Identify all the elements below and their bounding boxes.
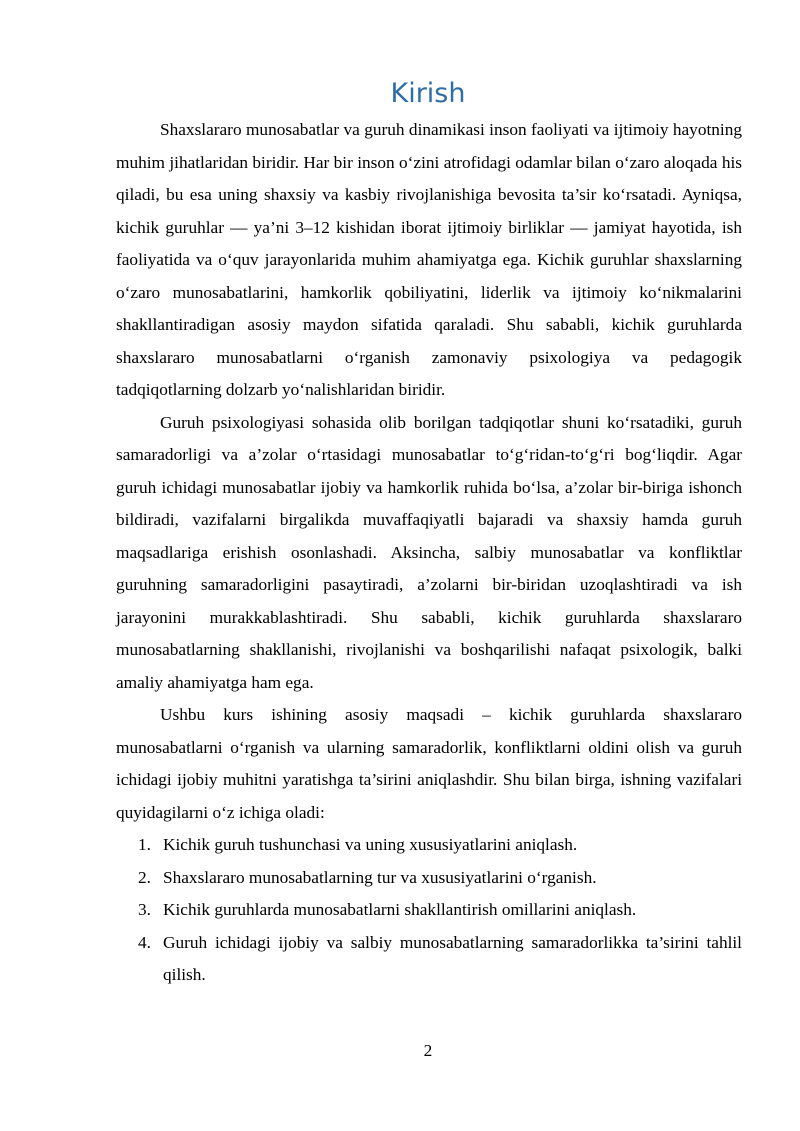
list-item — [116, 927, 742, 992]
list-item-text: Kichik guruh tushunchasi va uning xususiyatlarini aniqlash. — [163, 835, 578, 854]
list-item-text: Guruh ichidagi ijobiy va salbiy munosabatlarning samaradorlikka ta’sirini tahlil qilish. — [163, 932, 742, 984]
page-title: Kirish — [390, 78, 466, 109]
list-item-text: Kichik guruhlarda munosabatlarni shakllantirish omillarini aniqlash. — [163, 900, 637, 919]
document-body — [116, 114, 742, 992]
paragraph: Shaxslararo munosabatlar va guruh dinamikasi inson faoliyati va ijtimoiy hayotning muhim jihatlaridan biridir. Har bir inson o‘zini atrofidagi odamlar bilan o‘zaro aloqada his qiladi, bu esa uning shaxsiy va kasbiy rivojlanishiga bevosita ta’sir ko‘rsatadi. Ayniqsa, kichik guruhlar — ya’ni 3–12 kishidan iborat ijtimoiy birliklar — jamiyat hayotida, ish faoliyatida va o‘quv jarayonlarida muhim ahamiyatga ega. Kichik guruhlar shaxslarning o‘zaro munosabatlarini, hamkorlik qobiliyatini, liderlik va ijtimoiy ko‘nikmalarini shakllantiradigan asosiy maydon sifatida qaraladi. Shu sababli, kichik guruhlarda shaxslararo munosabatlarni o‘rganish zamonaviy psixologiya va pedagogik tadqiqotlarning dolzarb yo‘nalishlaridan biridir. — [116, 120, 742, 399]
task-list — [116, 829, 742, 992]
list-item-text: Shaxslararo munosabatlarning tur va xususiyatlarini o‘rganish. — [163, 867, 597, 887]
list-item — [116, 829, 742, 862]
list-item-number: 3. — [138, 900, 151, 919]
page-number: 2 — [423, 1041, 433, 1060]
list-item-number: 1. — [138, 835, 151, 854]
list-item — [116, 894, 742, 927]
list-item-number: 4. — [138, 932, 151, 952]
list-item-number: 2. — [138, 867, 151, 887]
paragraph: Guruh psixologiyasi sohasida olib borilgan tadqiqotlar shuni ko‘rsatadiki, guruh samaradorligi va a’zolar o‘rtasidagi munosabatlar to‘g‘ridan-to‘g‘ri bog‘liqdir. Agar guruh ichidagi munosabatlar ijobiy va hamkorlik ruhida bo‘lsa, a’zolar bir-biriga ishonch bildiradi, vazifalarni birgalikda muvaffaqiyatli bajaradi va shaxsiy hamda guruh maqsadlariga erishish osonlashadi. Aksincha, salbiy munosabatlar va konfliktlar guruhning samaradorligini pasaytiradi, a’zolarni bir-biridan uzoqlashtiradi va ish jarayonini murakkablashtiradi. Shu sababli, kichik guruhlarda shaxslararo munosabatlarning shakllanishi, rivojlanishi va boshqarilishi nafaqat psixologik, balki amaliy ahamiyatga ham ega. — [116, 412, 742, 692]
list-item — [116, 862, 742, 895]
paragraph: Ushbu kurs ishining asosiy maqsadi – kichik guruhlarda shaxslararo munosabatlarni o‘rganish va ularning samaradorlik, konfliktlarni oldini olish va guruh ichidagi ijobiy muhitni yaratishga ta’sirini aniqlashdir. Shu bilan birga, ishning vazifalari quyidagilarni o‘z ichiga oladi: — [116, 705, 742, 822]
